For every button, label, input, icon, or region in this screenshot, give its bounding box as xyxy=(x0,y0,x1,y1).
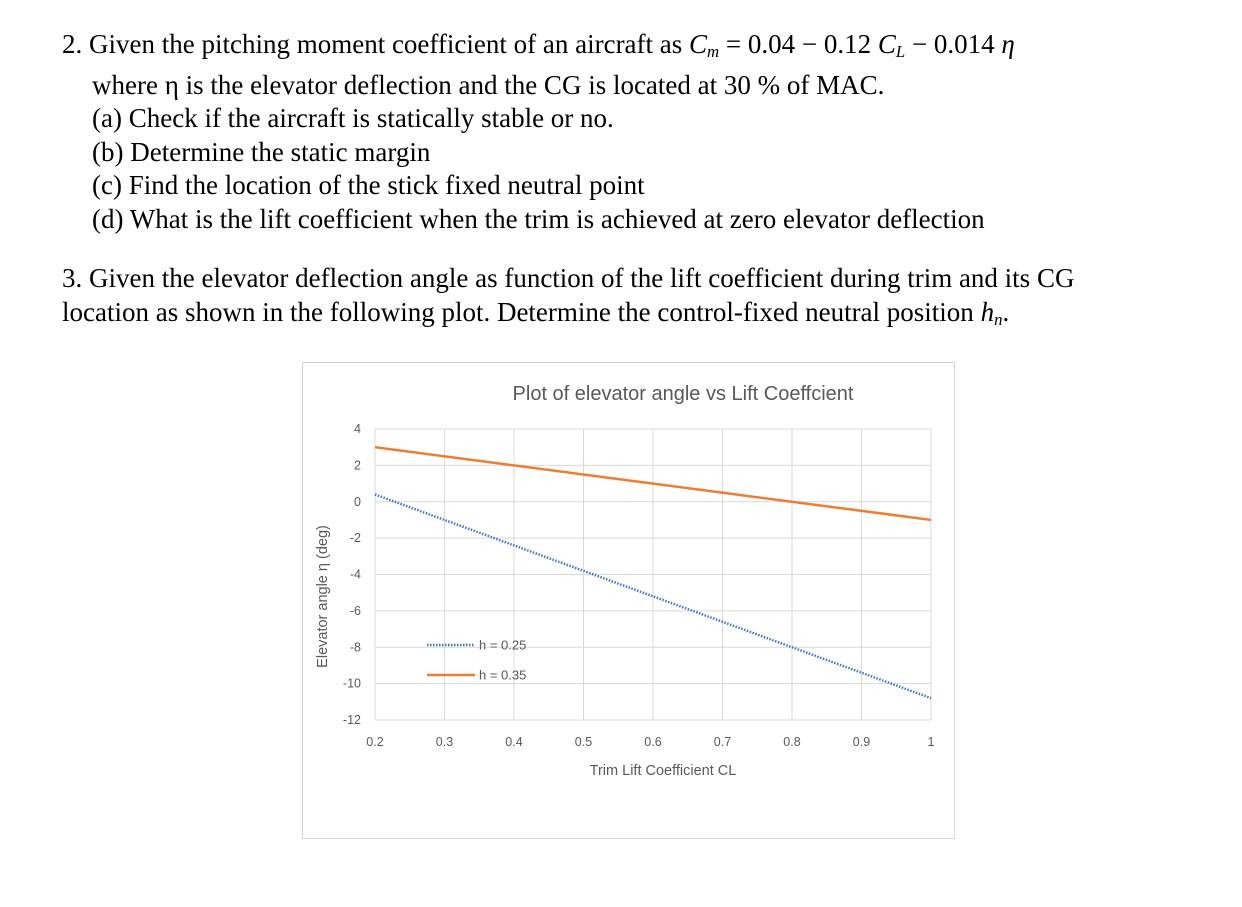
pitching-moment-equation: $C_m = 0.04 - 0.12$ $C_L - 0.014$ η xyxy=(689,29,1015,62)
question-3-text: location as shown in the following plot. Determine the control-fixed neutral position xyxy=(62,296,981,327)
question-2-intro: 2. Given the pitching moment coefficient of an aircraft as xyxy=(62,29,690,59)
question-2-line-2: where η is the elevator deflection and the CG is located at 30 % of MAC. xyxy=(92,69,885,100)
question-2-item-d: (d) What is the lift coefficient when the trim is achieved at zero elevator deflection xyxy=(92,203,985,234)
x-axis-label: Trim Lift Coefficient CL xyxy=(589,763,737,779)
question-3-period: . xyxy=(1002,296,1010,327)
y-tick-label: -10 xyxy=(342,676,361,691)
x-tick-label: 0.3 xyxy=(435,735,454,749)
x-tick-label: 0.4 xyxy=(505,735,523,749)
question-2-item-a: (a) Check if the aircraft is statically stable or no. xyxy=(92,103,614,134)
x-tick-label: 0.5 xyxy=(574,735,593,749)
y-tick-label: -2 xyxy=(349,531,361,546)
question-3 xyxy=(62,262,1074,336)
x-tick-label: 0.6 xyxy=(644,735,662,749)
x-tick-label: 1 xyxy=(927,735,935,749)
x-tick-label: 0.7 xyxy=(713,735,732,749)
y-tick-label: -12 xyxy=(342,713,361,727)
y-tick-label: -6 xyxy=(349,603,361,618)
legend-label-1: h = 0.25 xyxy=(479,637,527,653)
question-3-line-2 xyxy=(62,296,1074,337)
y-tick-label: 0 xyxy=(354,494,361,509)
question-2-item-b: (b) Determine the static margin xyxy=(92,136,431,167)
question-3-line-1: 3. Given the elevator deflection angle as function of the lift coefficient during trim and its CG xyxy=(62,263,1075,293)
neutral-point-symbol: h xyxy=(980,296,995,327)
chart-svg xyxy=(303,363,954,838)
question-2-line-1 xyxy=(62,28,1015,69)
x-tick-label: 0.2 xyxy=(366,735,384,749)
y-tick-label: -4 xyxy=(349,567,361,582)
y-tick-label: 4 xyxy=(354,422,361,436)
chart-title: Plot of elevator angle vs Lift Coeffcient xyxy=(512,383,854,405)
question-2-item-c: (c) Find the location of the stick fixed neutral point xyxy=(92,170,645,201)
x-tick-label: 0.9 xyxy=(852,735,871,749)
y-tick-label: 2 xyxy=(354,458,361,473)
elevator-angle-chart xyxy=(302,362,955,839)
question-2 xyxy=(62,28,1015,236)
y-tick-label: -8 xyxy=(349,640,361,655)
legend-label-2: h = 0.35 xyxy=(479,667,527,683)
x-tick-label: 0.8 xyxy=(783,735,801,749)
neutral-point-subscript: n xyxy=(994,309,1003,329)
y-axis-label: Elevator angle η (deg) xyxy=(315,525,331,668)
